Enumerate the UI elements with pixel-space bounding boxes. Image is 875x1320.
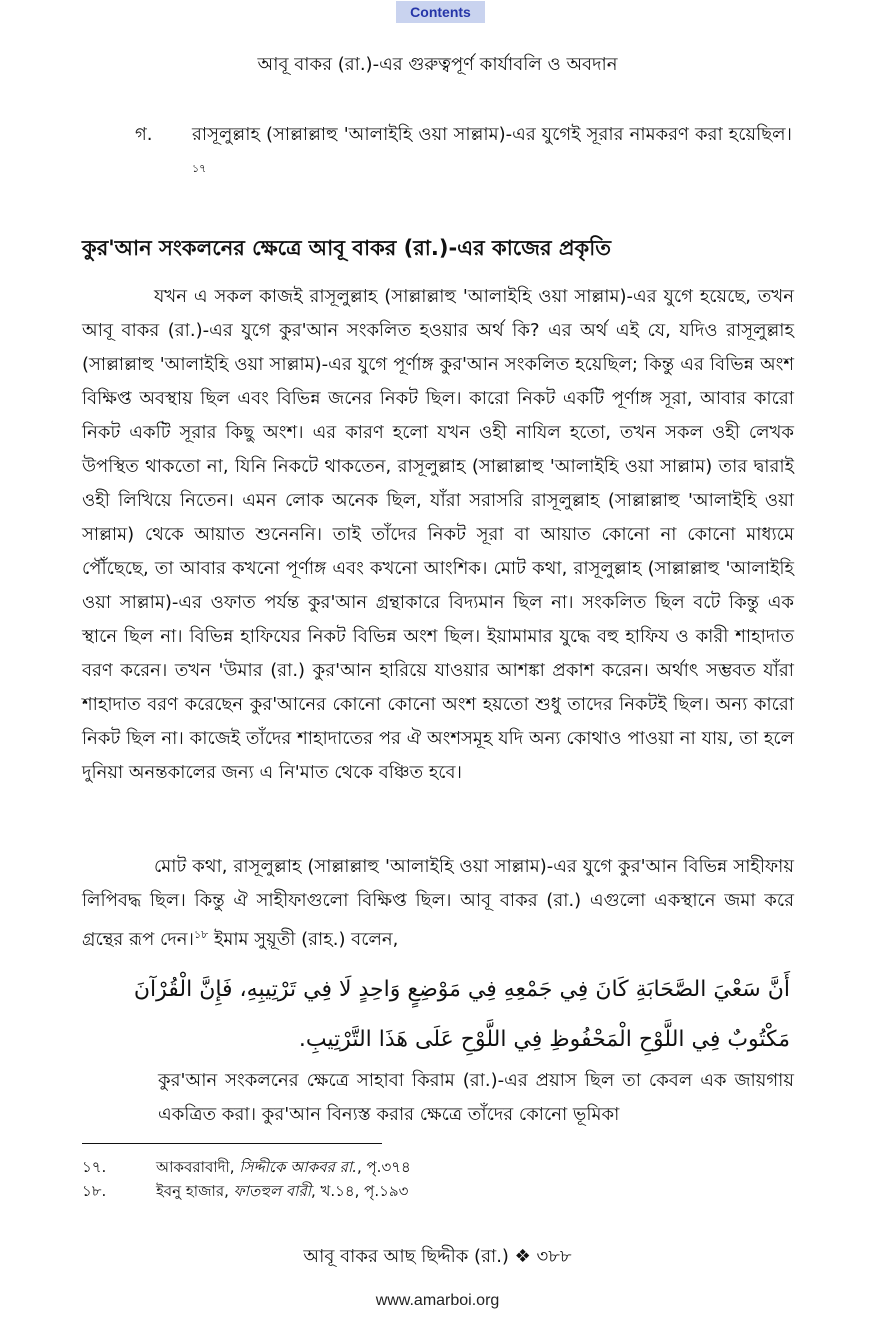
page-footer: আবূ বাকর আছ ছিদ্দীক (রা.) ❖ ৩৮৮ [303,1246,572,1267]
footnote-number: ১৮. [82,1182,107,1200]
footnote-page: , পৃ.৩৭৪ [356,1158,411,1176]
footnote-number: ১৭. [82,1158,107,1176]
arabic-quote-line-2: مَكْتُوبٌ فِي اللَّوْحِ الْمَحْفُوظِ فِي اللَّوْحِ عَلَى هَذَا التَّرْتِيبِ. [298,1027,790,1052]
paragraph-2-tail: ইমাম সুয়ূতী (রাহ.) বলেন, [208,929,399,950]
footnote-title: ফাতহুল বারী [233,1182,312,1200]
section-heading: কুর'আন সংকলনের ক্ষেত্রে আবূ বাকর (রা.)-এর কাজের প্রকৃতি [82,236,612,260]
footnote-text [156,1180,408,1202]
body-paragraph-2 [82,850,794,957]
site-url-link[interactable]: www.amarboi.org [375,1292,500,1309]
footnote-author: ইবনু হাজার, [156,1182,234,1200]
translation-paragraph: কুর'আন সংকলনের ক্ষেত্রে সাহাবা কিরাম (রা.)-এর প্রয়াস ছিল তা কেবল এক জায়গায় একত্রিত করা। কুর'আন বিন্যস্ত করার ক্ষেত্রে তাঁদের কোনো ভূমিকা [158,1070,794,1125]
footnote-text [156,1156,411,1178]
body-paragraph-1: যখন এ সকল কাজই রাসূলুল্লাহ (সাল্লাল্লাহু 'আলাইহি ওয়া সাল্লাম)-এর যুগে হয়েছে, তখন আবূ বাকর (রা.)-এর যুগে কুর'আন সংকলিত হওয়ার অর্থ কি? এর অর্থ এই যে, যদিও রাসূলুল্লাহ (সাল্লাল্লাহু 'আলাইহি ওয়া সাল্লাম)-এর যুগে পূর্ণাঙ্গ কুর'আন সংকলিত হয়েছিল; কিন্তু এর বিভিন্ন অংশ বিক্ষিপ্ত অবস্থায় ছিল এবং বিভিন্ন জনের নিকট ছিল। কারো নিকট একটি পূর্ণাঙ্গ সূরা, আবার কারো নিকট একটি সূরার কিছু অংশ। এর কারণ হলো যখন ওহী নাযিল হতো, তখন সকল ওহী লেখক উপস্থিত থাকতো না, যিনি নিকটে থাকতেন, রাসূলুল্লাহ (সাল্লাল্লাহু 'আলাইহি ওয়া সাল্লাম) তার দ্বারাই ওহী লিখিয়ে নিতেন। এমন লোক অনেক ছিল, যাঁরা সরাসরি রাসূলুল্লাহ (সাল্লাল্লাহু 'আলাইহি ওয়া সাল্লাম) থেকে আয়াত শুনেননি। তাই তাঁদের নিকট সূরা বা আয়াত কোনো না কোনো মাধ্যমে পৌঁছেছে, তা আবার কখনো পূর্ণাঙ্গ এবং কখনো আংশিক। মোট কথা, রাসূলুল্লাহ (সাল্লাল্লাহু 'আলাইহি ওয়া সাল্লাম)-এর ওফাত পর্যন্ত কুর'আন গ্রন্থাকারে বিদ্যমান ছিল না। সংকলিত ছিল বটে কিন্তু এক স্থানে ছিল না। বিভিন্ন হাফিযের নিকট বিভিন্ন অংশ ছিল। ইয়ামামার যুদ্ধে বহু হাফিয ও কারী শাহাদাত বরণ করেন। তখন 'উমার (রা.) কুর'আন হারিয়ে যাওয়ার আশঙ্কা প্রকাশ করেন। অর্থাৎ সম্ভবত যাঁরা শাহাদাত বরণ করেছেন কুর'আনের কোনো কোনো অংশ হয়তো শুধু তাদের নিকটই ছিল। অন্য কারো নিকট ছিল না। কাজেই তাঁদের শাহাদাতের পর ঐ অংশসমূহ যদি অন্য কোথাও পাওয়া না যায়, তা হলে দুনিয়া অনন্তকালের জন্য এ নি'মাত থেকে বঞ্চিত হবে। [82,286,794,783]
footnote-page: , খ.১৪, পৃ.১৯৩ [311,1182,409,1200]
footnote-divider [82,1143,382,1144]
footnote-ref-18[interactable]: ১৮ [193,928,209,941]
running-head: আবূ বাকর (রা.)-এর গুরুত্বপূর্ণ কার্যাবলি ও অবদান [257,54,618,75]
arabic-quote-line-1: أَنَّ سَعْيَ الصَّحَابَةِ كَانَ فِي جَمْعِهِ فِي مَوْضِعٍ وَاحِدٍ لَا فِي تَرْتِيبِهِ، فَإِنَّ الْقُرْآنَ [133,977,790,1002]
list-marker: গ. [135,124,153,145]
list-item-body: রাসূলুল্লাহ (সাল্লাল্লাহু 'আলাইহি ওয়া সাল্লাম)-এর যুগেই সূরার নামকরণ করা হয়েছিল। [192,124,792,145]
footnote-ref-17[interactable]: ১৭ [192,162,207,175]
footnote-title: সিদ্দীকে আকবর রা. [239,1158,357,1176]
contents-button[interactable]: Contents [396,1,485,23]
paragraph-2-text: মোট কথা, রাসূলুল্লাহ (সাল্লাল্লাহু 'আলাইহি ওয়া সাল্লাম)-এর যুগে কুর'আন বিভিন্ন সাহীফায় লিপিবদ্ধ ছিল। কিন্তু ঐ সাহীফাগুলো বিক্ষিপ্ত ছিল। আবূ বাকর (রা.) এগুলো একস্থানে জমা করে গ্রন্থের রূপ দেন। [82,856,794,950]
list-item-text [192,118,792,191]
footnote-author: আকবরাবাদী, [156,1158,240,1176]
